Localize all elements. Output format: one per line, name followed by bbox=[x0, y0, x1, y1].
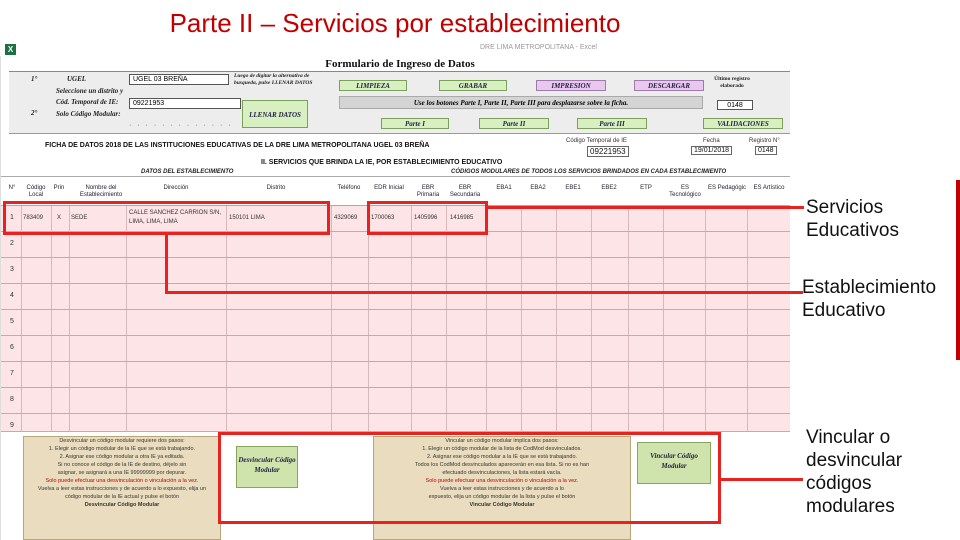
table-row[interactable] bbox=[1, 362, 790, 388]
servicios-callout: Servicios Educativos bbox=[806, 197, 899, 241]
cell-inicial[interactable]: 1700063 bbox=[371, 215, 395, 221]
instr-text: expuesto, elija un código modular de la lista y pulse el botón bbox=[428, 494, 576, 500]
navigation-hint: Use los botones Parte I, Parte II, Parte III para desplazarse sobre la ficha. bbox=[339, 96, 703, 109]
ugel-label: UGEL bbox=[67, 75, 87, 83]
cod-temporal-field[interactable]: 09221953 bbox=[129, 98, 241, 109]
step-2-label: 2° bbox=[31, 109, 38, 117]
row-number: 7 bbox=[10, 370, 14, 377]
col-direccion: Dirección bbox=[163, 185, 189, 191]
establecimiento-callout: Establecimiento Educativo bbox=[802, 277, 937, 321]
establecimiento-highlight bbox=[3, 201, 330, 235]
col-inicial: EDR Inicial bbox=[374, 185, 404, 191]
instr-text: 2. Asignar ese código modular a otra IE ya editada. bbox=[59, 454, 185, 460]
instr-text: Vuelva a leer estas instrucciones y de acuerdo a lo bbox=[440, 486, 564, 492]
cell-distrito[interactable]: 150101 LIMA bbox=[229, 215, 265, 221]
ugel-field[interactable]: UGEL 03 BREÑA bbox=[129, 74, 229, 85]
row-number: 4 bbox=[10, 292, 14, 299]
col-ebe1: EBE1 bbox=[565, 185, 581, 191]
servicios-connector bbox=[488, 206, 804, 209]
ultimo-registro-value: 0148 bbox=[717, 100, 753, 110]
col-distrito: Distrito bbox=[266, 185, 286, 191]
fecha-label: Fecha bbox=[703, 138, 720, 144]
instr-text: Vincular un código modular implica dos pasos: bbox=[445, 438, 559, 444]
search-hint: Luego de digitar la alternativa de busqueda, pulse LLENAR DATOS bbox=[234, 73, 313, 86]
parte-3-button[interactable]: Parte III bbox=[577, 118, 647, 129]
codigos-modulares-label: CÓDIGOS MODULARES DE TODOS LOS SERVICIOS BRINDADOS EN CADA ESTABLECIMIENTO bbox=[451, 169, 727, 175]
instr-warning: Solo puede efectuar una desvinculación o vinculación a la vez. bbox=[425, 478, 579, 484]
cell-primaria[interactable]: 1405996 bbox=[414, 215, 438, 221]
table-row[interactable] bbox=[1, 388, 790, 414]
cell-secundaria[interactable]: 1416985 bbox=[450, 215, 474, 221]
grabar-button[interactable]: GRABAR bbox=[439, 80, 507, 91]
col-eba2: EBA2 bbox=[530, 185, 546, 191]
vincular-highlight bbox=[218, 432, 721, 524]
cell-prin[interactable]: X bbox=[57, 215, 62, 221]
select-district-label: Seleccione un distrito y bbox=[56, 87, 124, 95]
control-panel bbox=[9, 72, 790, 134]
vincular-connector bbox=[721, 478, 803, 481]
limpieza-button[interactable]: LIMPIEZA bbox=[339, 80, 407, 91]
ficha-title: FICHA DE DATOS 2018 DE LAS INSTITUCIONES EDUCATIVAS DE LA DRE LIMA METROPOLITANA UGEL 03 BREÑA bbox=[45, 142, 430, 149]
col-es-tecnologico: ES Tecnológico bbox=[669, 185, 701, 198]
cell-codigo[interactable]: 783409 bbox=[23, 215, 44, 221]
instr-text: Todos los CodMod desvinculados aparecerán en esa lista. Si no es han bbox=[414, 462, 590, 468]
instr-text: Desvincular un código modular requiere dos pasos: bbox=[59, 438, 185, 444]
slide-edge-decoration bbox=[956, 180, 960, 360]
servicios-highlight bbox=[367, 201, 488, 235]
col-es-pedagogico: ES Pedagógic bbox=[707, 185, 747, 191]
ultimo-registro-label: Último registro elaborado bbox=[714, 76, 750, 89]
row-number: 8 bbox=[10, 396, 14, 403]
registro-value: 0148 bbox=[755, 146, 777, 155]
col-secundaria: EBR Secundaria bbox=[449, 185, 481, 198]
table-row[interactable] bbox=[1, 336, 790, 362]
instr-warning: Solo puede efectuar una desvinculación o vinculación a la vez. bbox=[45, 478, 199, 484]
datos-establecimiento-label: DATOS DEL ESTABLECIMIENTO bbox=[141, 169, 234, 175]
table-row[interactable] bbox=[1, 258, 790, 284]
col-prin: Prin bbox=[53, 185, 65, 191]
cod-temporal-ie-label: Código Temporal de IE bbox=[566, 138, 627, 144]
instr-text: 1. Elegir un código modular de la lista de CodMod desvinculados. bbox=[422, 446, 582, 452]
row-number: 3 bbox=[10, 266, 14, 273]
col-nombre: Nombre del Establecimiento bbox=[79, 185, 123, 198]
table-row[interactable] bbox=[1, 414, 790, 432]
step-1-label: 1° bbox=[31, 75, 38, 83]
col-etp: ETP bbox=[640, 185, 652, 191]
col-telefono: Teléfono bbox=[337, 185, 361, 191]
vincular-callout: Vincular o desvincular códigos modulares bbox=[806, 427, 903, 517]
instr-text: código modular de la IE actual y pulse el botón bbox=[64, 494, 180, 500]
col-eba1: EBA1 bbox=[496, 185, 512, 191]
section-title: II. SERVICIOS QUE BRINDA LA IE, POR ESTABLECIMIENTO EDUCATIVO bbox=[261, 159, 503, 166]
llenar-datos-button[interactable]: LLENAR DATOS bbox=[242, 100, 308, 128]
establecimiento-connector-v bbox=[165, 235, 168, 294]
instr-text: Vuelva a leer estas instrucciones y de acuerdo a lo expuesto, elija un bbox=[37, 486, 207, 492]
table-row[interactable] bbox=[1, 232, 790, 258]
cell-telefono[interactable]: 4329069 bbox=[334, 215, 358, 221]
impresion-button[interactable]: IMPRESION bbox=[536, 80, 606, 91]
descargar-button[interactable]: DESCARGAR bbox=[634, 80, 704, 91]
instr-text: 2. Asignar ese código modular a la IE que se está trabajando. bbox=[426, 454, 578, 460]
modular-label: Solo Código Modular: bbox=[56, 110, 121, 118]
excel-icon: X bbox=[5, 44, 16, 55]
table-row[interactable] bbox=[1, 310, 790, 336]
row-number: 1 bbox=[10, 214, 14, 221]
establecimiento-connector-h bbox=[165, 291, 803, 294]
cod-temporal-label: Cód. Temporal de IE: bbox=[56, 98, 119, 106]
col-n: N° bbox=[8, 185, 16, 191]
fecha-value: 19/01/2018 bbox=[691, 146, 732, 155]
form-header: Formulario de Ingreso de Datos bbox=[9, 58, 790, 72]
cell-nombre[interactable]: SEDE bbox=[71, 215, 88, 221]
instr-bottom-label: Desvincular Código Modular bbox=[84, 502, 160, 508]
row-number: 5 bbox=[10, 318, 14, 325]
modular-input[interactable]: · · · · · · · · · · · · · bbox=[129, 122, 233, 129]
cod-temporal-ie-value: 09221953 bbox=[587, 146, 629, 157]
row-number: 6 bbox=[10, 344, 14, 351]
instr-text: 1. Elegir un código modular de la IE que se está trabajando. bbox=[48, 446, 196, 452]
data-table bbox=[1, 206, 790, 432]
window-title: DRE LIMA METROPOLITANA - Excel bbox=[480, 44, 597, 51]
col-codigo-local: Código Local bbox=[26, 185, 46, 198]
validaciones-button[interactable]: VALIDACIONES bbox=[703, 118, 783, 129]
instr-text: efectuado desvinculaciones, la lista estará vacía. bbox=[442, 470, 562, 476]
parte-2-button[interactable]: Parte II bbox=[479, 118, 549, 129]
row-number: 9 bbox=[10, 422, 14, 429]
table-row[interactable] bbox=[1, 284, 790, 310]
vincular-button[interactable]: Vincular Código Modular bbox=[637, 442, 711, 484]
instr-bottom-label: Vincular Código Modular bbox=[469, 502, 535, 508]
slide-title: Parte II – Servicios por establecimiento bbox=[169, 8, 621, 38]
cell-direccion[interactable]: CALLE SANCHEZ CARRION S/N, LIMA, LIMA, LIMA bbox=[129, 210, 222, 225]
col-primaria: EBR Primaria bbox=[416, 185, 440, 198]
col-es-artistico: ES Artístico bbox=[753, 185, 785, 191]
registro-label: Registro N° bbox=[749, 138, 780, 144]
desvincular-button[interactable]: Desvincular Código Modular bbox=[236, 446, 298, 488]
instr-text: Si no conoce el código de la IE de destino, déjelo sin bbox=[57, 462, 187, 468]
row-number: 2 bbox=[10, 240, 14, 247]
instr-text: asignar, se asignará a una IE 99999999 por depurar. bbox=[57, 470, 187, 476]
parte-1-button[interactable]: Parte I bbox=[381, 118, 449, 129]
desvincular-instructions bbox=[23, 436, 221, 540]
col-ebe2: EBE2 bbox=[601, 185, 617, 191]
